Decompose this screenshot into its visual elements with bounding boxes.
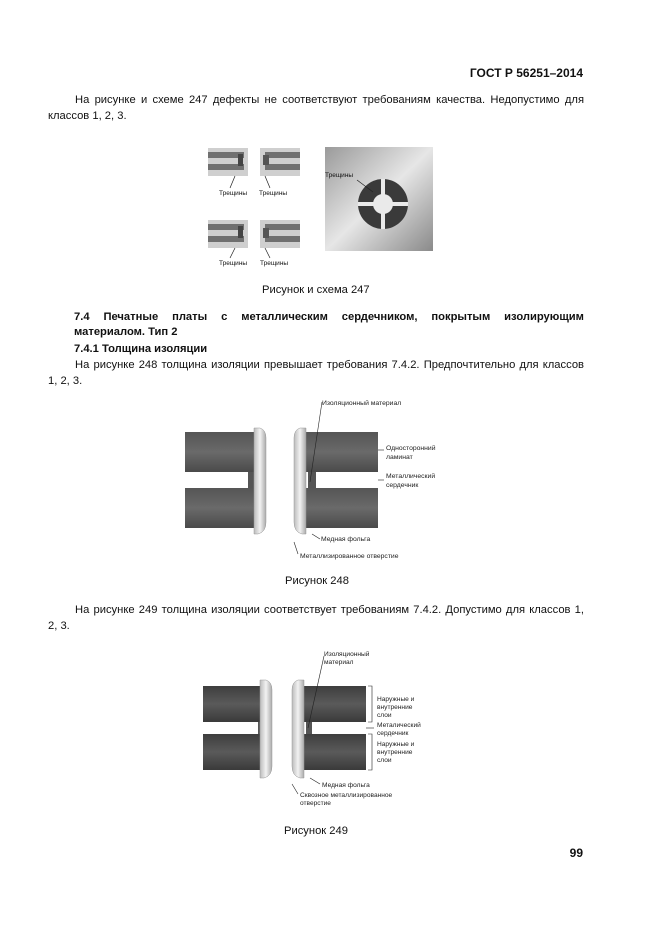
heading-line2: материалом. Тип 2	[74, 326, 178, 338]
figure-248	[182, 392, 452, 564]
heading-word: 7.4	[74, 311, 90, 323]
heading-word: покрытым	[431, 311, 491, 323]
label-through-hole-1: Сквозное металлизированное	[300, 792, 393, 799]
heading-word: Печатные	[103, 311, 159, 323]
figure-247	[205, 144, 437, 272]
heading-word: сердечником,	[341, 311, 418, 323]
caption-fig249: Рисунок 249	[284, 825, 348, 837]
section-7-4-1-heading: 7.4.1 Толщина изоляции	[74, 343, 208, 355]
label-outer-bottom-2: внутренние	[377, 749, 413, 756]
crack-label-4: Трещины	[260, 260, 289, 267]
figure-249	[200, 646, 440, 810]
heading-word: металлическим	[241, 311, 328, 323]
crack-label-2: Трещины	[259, 190, 288, 197]
label-through-hole-2: отверстие	[300, 800, 331, 807]
page-number: 99	[569, 846, 583, 860]
label-insulation: Изоляционный материал	[322, 400, 402, 407]
crack-section-4	[260, 220, 300, 258]
crack-section-2	[260, 148, 300, 188]
caption-fig248: Рисунок 248	[285, 575, 349, 587]
heading-word: изолирующим	[504, 311, 584, 323]
section-7-4-heading	[74, 310, 584, 340]
label-core-1: Металический	[377, 722, 421, 729]
crack-section-1	[208, 148, 248, 188]
caption-fig247: Рисунок и схема 247	[262, 284, 370, 296]
label-core-2: сердечник	[377, 730, 409, 737]
paragraph-fig247: На рисунке и схеме 247 дефекты не соответствуют требованиям качества. Недопустимо для классов 1, 2, 3.	[48, 94, 584, 122]
label-outer-bottom-1: Наружные и	[377, 741, 415, 748]
label-outer-top-2: внутренние	[377, 704, 413, 711]
label-outer-bottom-3: слои	[377, 757, 392, 764]
label-foil: Медная фольга	[322, 782, 370, 789]
label-outer-top-1: Наружные и	[377, 696, 415, 703]
label-foil: Медная фольга	[321, 536, 371, 543]
crack-schematic	[325, 147, 433, 251]
heading-word: с	[221, 311, 228, 323]
label-insulation-2: материал	[324, 659, 354, 666]
paragraph-fig248: На рисунке 248 толщина изоляции превышает требования 7.4.2. Предпочтительно для классов 1, 2, 3.	[48, 359, 584, 387]
label-laminate-2: ламинат	[386, 454, 413, 461]
crack-label-3: Трещины	[219, 260, 248, 267]
label-core-1: Металлический	[386, 473, 436, 480]
label-outer-top-3: слои	[377, 712, 392, 719]
label-core-2: сердечник	[386, 482, 419, 489]
crack-label-1: Трещины	[219, 190, 248, 197]
paragraph-fig249: На рисунке 249 толщина изоляции соответствует требованиям 7.4.2. Допустимо для классов 1, 2, 3.	[48, 604, 584, 632]
crack-label-5: Трещины	[325, 172, 354, 179]
label-plated-hole: Металлизированное отверстие	[300, 553, 399, 560]
crack-section-3	[208, 220, 248, 258]
heading-word: платы	[172, 311, 208, 323]
document-code: ГОСТ Р 56251–2014	[469, 66, 583, 80]
label-laminate-1: Односторонний	[386, 445, 436, 452]
label-insulation-1: Изоляционный	[324, 651, 370, 658]
